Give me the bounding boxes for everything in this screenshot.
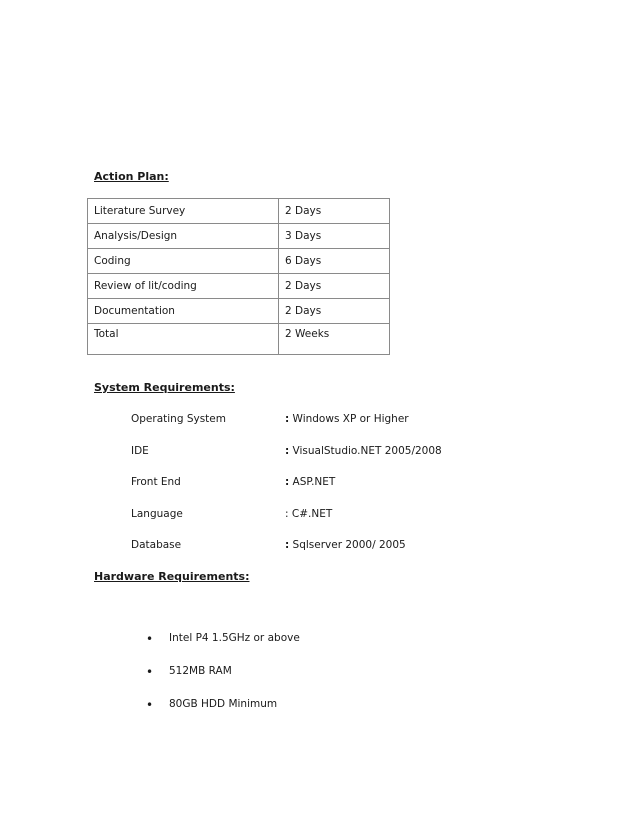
task-cell: Documentation [88,299,279,324]
requirement-label: Database [131,539,182,551]
separator-colon: : [285,539,290,551]
list-item [146,665,300,698]
bullet-icon: • [146,632,154,646]
requirement-value-text: ASP.NET [292,476,336,488]
duration-cell: 2 Days [279,299,390,324]
bullet-icon: • [146,665,154,679]
separator-colon: : [285,413,290,425]
table-row [88,224,390,249]
requirement-value-text: Windows XP or Higher [292,413,409,425]
task-cell: Literature Survey [88,199,279,224]
separator-colon: : [285,507,289,520]
separator-colon: : [285,476,290,488]
action-plan-table [87,198,390,355]
table-row [88,199,390,224]
system-requirements-list [131,413,531,571]
duration-cell: 2 Days [279,274,390,299]
requirement-value [285,445,442,457]
requirement-row [131,539,531,571]
requirement-row [131,508,531,540]
requirement-value [285,476,335,488]
system-requirements-heading [94,381,235,394]
list-item-text: Intel P4 1.5GHz or above [169,632,300,644]
requirement-value [285,508,332,520]
duration-cell: 2 Days [279,199,390,224]
table-row [88,249,390,274]
requirement-value-text: C#.NET [291,507,333,520]
duration-cell: 2 Weeks [279,324,390,355]
list-item-text: 80GB HDD Minimum [169,698,278,710]
task-cell: Total [88,324,279,355]
requirement-value [285,539,406,551]
requirement-value-text: VisualStudio.NET 2005/2008 [292,444,442,457]
bullet-icon: • [146,698,154,712]
table-row [88,274,390,299]
list-item-text: 512MB RAM [169,665,232,677]
separator-colon: : [285,444,290,457]
requirement-value [285,413,409,425]
requirement-value-text: Sqlserver 2000/ 2005 [292,539,406,551]
hardware-requirements-list [146,632,300,731]
table-row [88,324,390,355]
heading-colon: : [230,381,235,394]
task-cell: Analysis/Design [88,224,279,249]
requirement-label: Language [131,507,183,520]
system-requirements-heading-text: System Requirements [94,381,231,394]
hardware-requirements-heading: Hardware Requirements: [94,570,250,583]
requirement-label: Operating System [131,413,226,425]
duration-cell: 3 Days [279,224,390,249]
requirement-row [131,476,531,508]
list-item [146,632,300,665]
requirement-row [131,413,531,445]
table-row [88,299,390,324]
requirement-row [131,445,531,477]
task-cell: Review of lit/coding [88,274,279,299]
list-item [146,698,300,731]
requirement-label: Front End [131,476,181,488]
task-cell: Coding [88,249,279,274]
action-plan-heading: Action Plan: [94,170,169,183]
requirement-label: IDE [131,444,149,457]
duration-cell: 6 Days [279,249,390,274]
